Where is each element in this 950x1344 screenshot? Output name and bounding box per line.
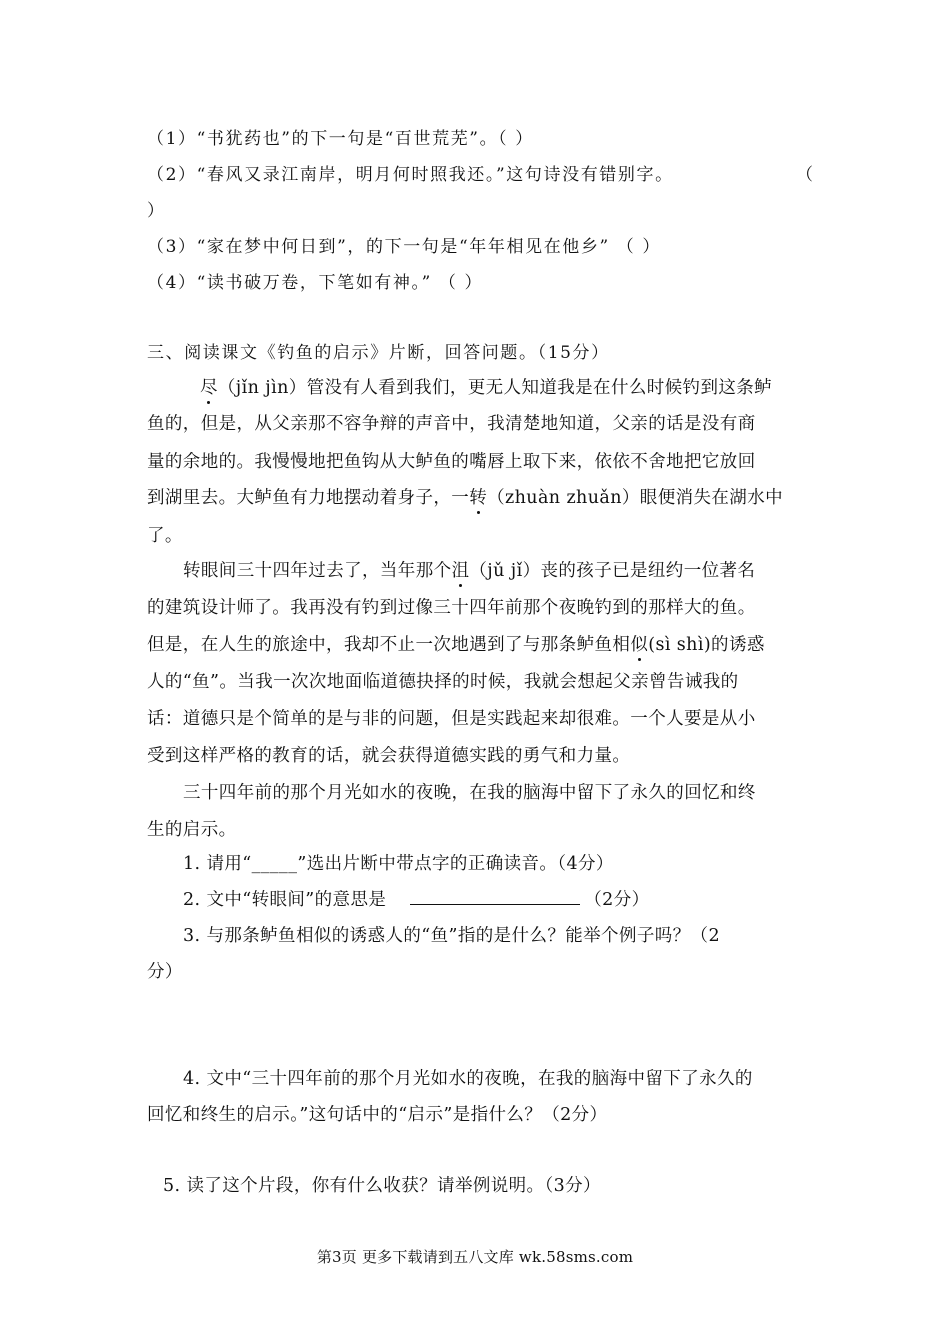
passage-p1-line-1: 尽（jǐn jìn）管没有人看到我们，更无人知道我是在什么时候钓到这条鲈 xyxy=(200,374,772,399)
passage-p2-line-2: 的建筑设计师了。我再没有钓到过像三十四年前那个夜晚钓到的那样大的鱼。 xyxy=(147,598,756,618)
question-5: 5. 读了这个片段，你有什么收获？请举例说明。（3分） xyxy=(163,1176,601,1196)
judge-item-3: （3）“家在梦中何日到”，的下一句是“年年相见在他乡” （ ） xyxy=(147,237,661,257)
judge-item-2: （2）“春风又录江南岸，明月何时照我还。”这句诗没有错别字。 xyxy=(147,165,674,185)
question-3-line-1: 3. 与那条鲈鱼相似的诱惑人的“鱼”指的是什么？能举个例子吗？（2 xyxy=(183,926,720,946)
dotted-char-ju: 沮 xyxy=(452,557,470,582)
passage-p2-line-5: 话：道德只是个简单的是与非的问题，但是实践起来却很难。一个人要是从小 xyxy=(147,709,756,729)
passage-p2-line-4: 人的“鱼”。当我一次次地面临道德抉择的时候，我就会想起父亲曾告诫我的 xyxy=(147,672,739,692)
passage-p2-line-3: 但是，在人生的旅途中，我却不止一次地遇到了与那条鲈鱼相似(sì shì)的诱惑 xyxy=(147,631,765,656)
question-1: 1. 请用“_____”选出片断中带点字的正确读音。（4分） xyxy=(183,854,614,874)
judge-item-2-bracket-open: （ xyxy=(796,165,815,185)
passage-p1-line-4: 到湖里去。大鲈鱼有力地摆动着身子，一转（zhuàn zhuǎn）眼便消失在湖水中 xyxy=(147,484,783,509)
dotted-char-si: 似 xyxy=(630,631,648,656)
question-3-line-2: 分） xyxy=(147,962,183,982)
passage-p2-line-6: 受到这样严格的教育的话，就会获得道德实践的勇气和力量。 xyxy=(147,746,631,766)
passage-p1-line-2: 鱼的，但是，从父亲那不容争辩的声音中，我清楚地知道，父亲的话是没有商 xyxy=(147,414,756,434)
passage-p2-line-1: 转眼间三十四年过去了，当年那个沮（jǔ jǐ）丧的孩子已是纽约一位著名 xyxy=(183,557,755,582)
page-footer: 第3页 更多下载请到五八文库 wk.58sms.com xyxy=(316,1248,634,1266)
question-2: 2. 文中“转眼间”的意思是 （2分） xyxy=(183,890,650,910)
dotted-char-jin: 尽 xyxy=(200,374,218,399)
judge-item-4: （4）“读书破万卷，下笔如有神。” （ ） xyxy=(147,273,484,293)
answer-blank-line[interactable] xyxy=(410,903,580,905)
judge-item-1: （1）“书犹药也”的下一句是“百世荒芜”。（ ） xyxy=(147,129,534,149)
passage-p1-line-3: 量的余地的。我慢慢地把鱼钩从大鲈鱼的嘴唇上取下来，依依不舍地把它放回 xyxy=(147,452,756,472)
passage-p3-line-1: 三十四年前的那个月光如水的夜晚，在我的脑海中留下了永久的回忆和终 xyxy=(183,783,756,803)
passage-p1-line-5: 了。 xyxy=(147,526,183,546)
passage-p3-line-2: 生的启示。 xyxy=(147,820,237,840)
dotted-char-zhuan: 转 xyxy=(469,484,487,509)
question-4-line-2: 回忆和终生的启示。”这句话中的“启示”是指什么？（2分） xyxy=(147,1105,608,1125)
judge-item-2-bracket-close: ） xyxy=(147,201,166,221)
section-heading: 三、阅读课文《钓鱼的启示》片断，回答问题。（15分） xyxy=(147,343,610,363)
question-4-line-1: 4. 文中“三十四年前的那个月光如水的夜晚，在我的脑海中留下了永久的 xyxy=(183,1069,753,1089)
